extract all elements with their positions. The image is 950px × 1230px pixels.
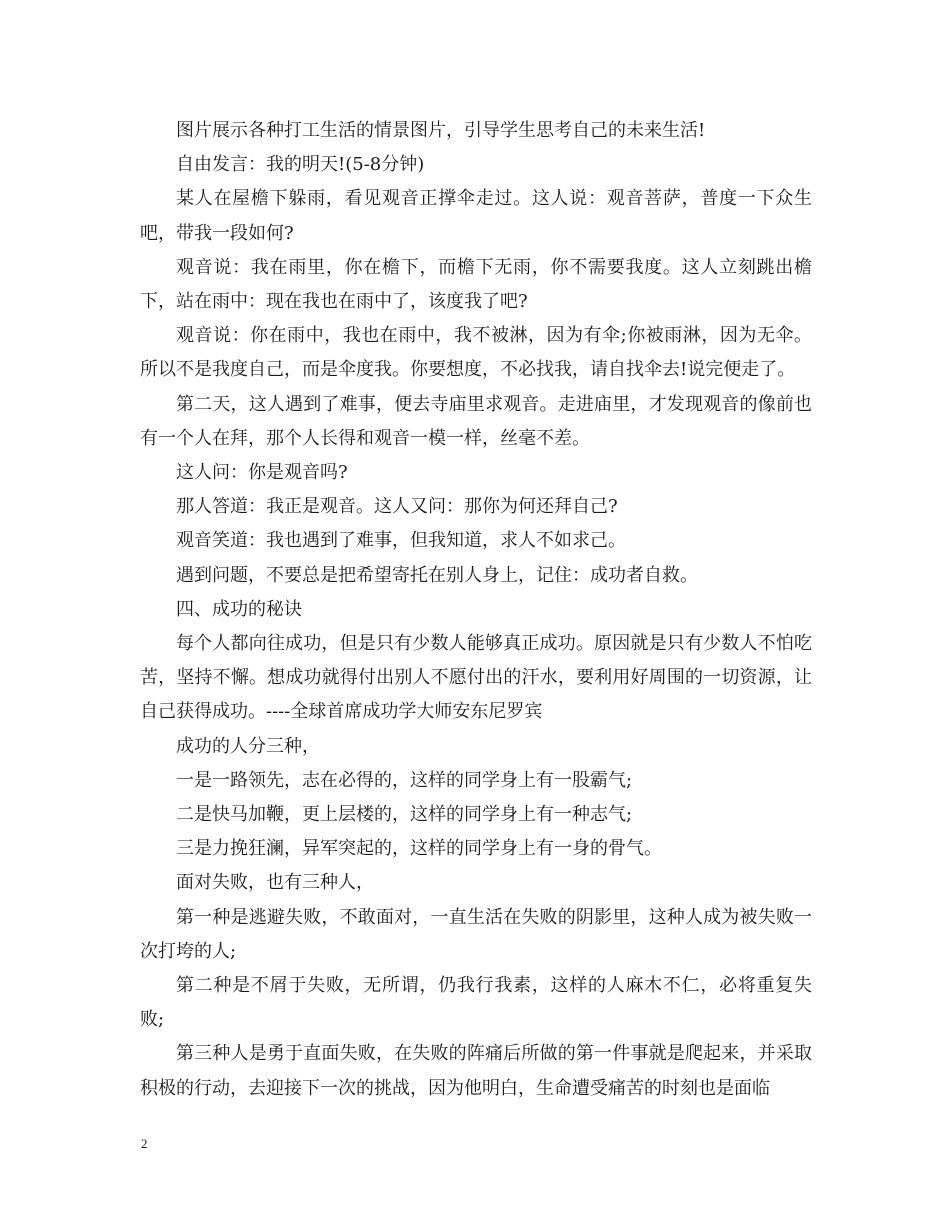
- paragraph: 第二天，这人遇到了难事，便去寺庙里求观音。走进庙里，才发现观音的像前也有一个人在拜，那个人长得和观音一模一样，丝毫不差。: [140, 393, 812, 449]
- paragraph: 图片展示各种打工生活的情景图片，引导学生思考自己的未来生活!: [176, 120, 706, 141]
- paragraph: 观音说：你在雨中，我也在雨中，我不被淋，因为有伞;你被雨淋，因为无伞。所以不是我度自己，而是伞度我。你要想度，不必找我，请自找伞去!说完便走了。: [140, 325, 812, 381]
- document-body: [140, 114, 812, 1106]
- paragraph: 自由发言：我的明天!(5-8分钟): [176, 154, 425, 176]
- paragraph: 第一种是逃避失败，不敢面对，一直生活在失败的阴影里，这种人成为被失败一次打垮的人;: [140, 906, 812, 962]
- page-number: 2: [141, 1136, 148, 1151]
- section-heading: 四、成功的秘诀: [176, 598, 302, 620]
- paragraph: 每个人都向往成功，但是只有少数人能够真正成功。原因就是只有少数人不怕吃苦，坚持不懈。想成功就得付出别人不愿付出的汗水，要利用好周围的一切资源，让自己获得成功。----全球首席成功学大师安东尼罗宾: [140, 633, 812, 723]
- paragraph: 一是一路领先，志在必得的，这样的同学身上有一股霸气;: [176, 769, 633, 791]
- paragraph: 三是力挽狂澜，异军突起的，这样的同学身上有一身的骨气。: [176, 838, 662, 860]
- paragraph: 观音笑道：我也遇到了难事，但我知道，求人不如求己。: [176, 530, 626, 552]
- paragraph: 观音说：我在雨里，你在檐下，而檐下无雨，你不需要我度。这人立刻跳出檐下，站在雨中：现在我也在雨中了，该度我了吧?: [140, 256, 812, 313]
- paragraph: 某人在屋檐下躲雨，看见观音正撑伞走过。这人说：观音菩萨，普度一下众生吧，带我一段如何?: [140, 188, 812, 244]
- paragraph: 面对失败，也有三种人，: [176, 872, 374, 894]
- paragraph: 第三种人是勇于直面失败，在失败的阵痛后所做的第一件事就是爬起来，并采取积极的行动，去迎接下一次的挑战，因为他明白，生命遭受痛苦的时刻也是面临: [140, 1043, 812, 1099]
- paragraph: 第二种是不屑于失败，无所谓，仍我行我素，这样的人麻木不仁，必将重复失败;: [140, 975, 812, 1031]
- paragraph: 那人答道：我正是观音。这人又问：那你为何还拜自己?: [176, 496, 618, 518]
- paragraph: 成功的人分三种，: [176, 735, 320, 757]
- paragraph: 这人问：你是观音吗?: [176, 462, 348, 484]
- paragraph: 遇到问题，不要总是把希望寄托在别人身上，记住：成功者自救。: [176, 564, 698, 586]
- paragraph: 二是快马加鞭，更上层楼的，这样的同学身上有一种志气;: [176, 804, 633, 826]
